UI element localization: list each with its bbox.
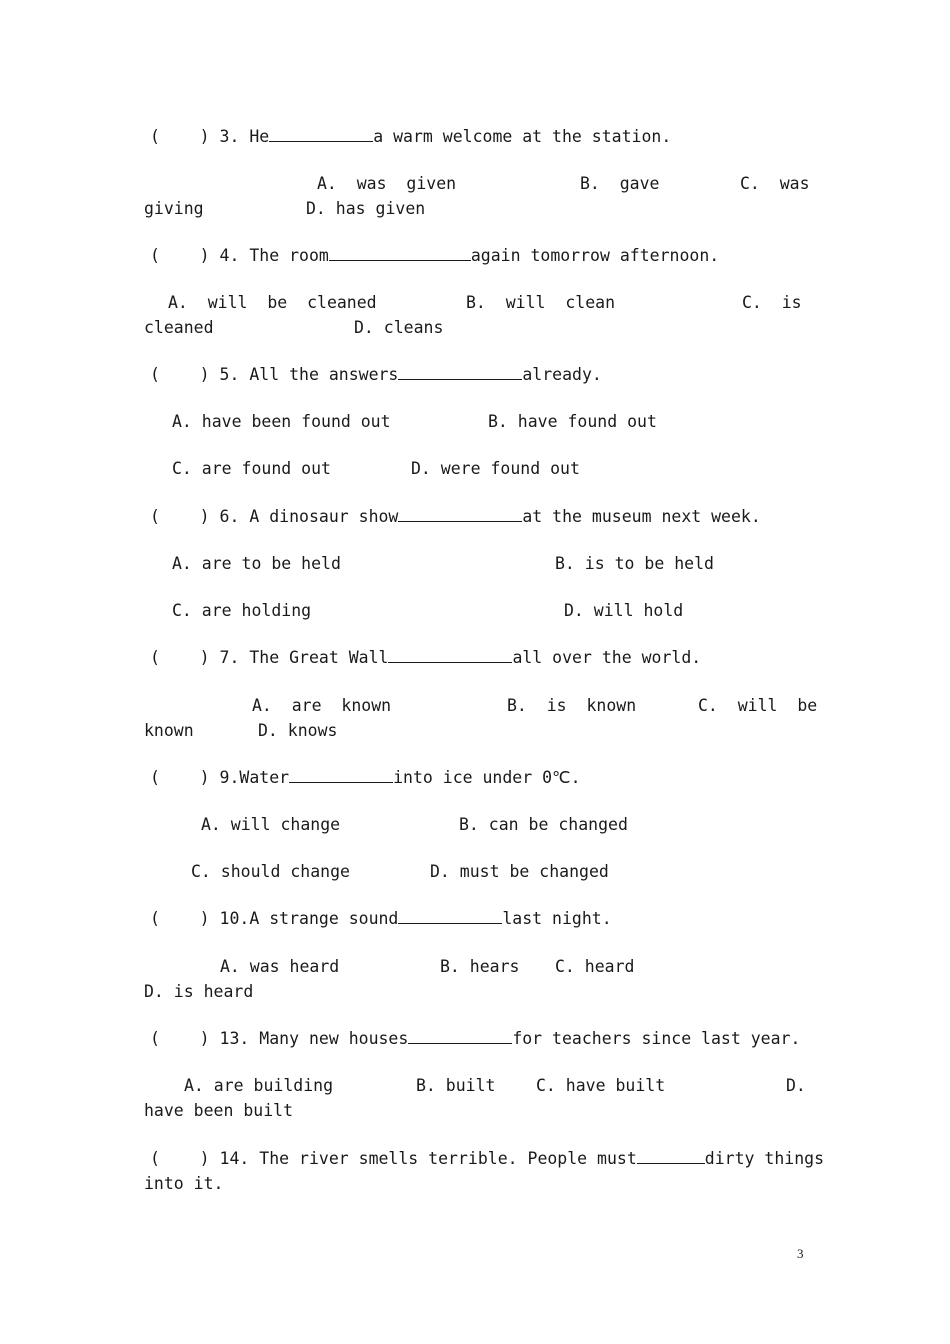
- answer-paren: ( ): [150, 365, 210, 384]
- option-c-continued: known: [144, 721, 194, 740]
- answer-paren: ( ): [150, 909, 210, 928]
- question-text-after: dirty things: [704, 1149, 825, 1168]
- question-number: 14.: [219, 1149, 250, 1168]
- question-text-before: Many new houses: [259, 1029, 409, 1048]
- option-a: A. was given: [317, 174, 457, 193]
- question-6: [150, 506, 761, 528]
- option-b: B. have found out: [488, 412, 657, 431]
- question-number: 7.: [219, 648, 240, 667]
- answer-blank[interactable]: [398, 908, 502, 924]
- option-c: C. is: [742, 293, 802, 312]
- answer-blank[interactable]: [408, 1028, 512, 1044]
- question-3: [150, 126, 671, 148]
- option-b: B. can be changed: [459, 815, 628, 834]
- option-a: A. are known: [252, 696, 392, 715]
- question-number: 10.: [219, 909, 250, 928]
- question-text-before: The room: [249, 246, 329, 265]
- option-a: A. will change: [201, 815, 341, 834]
- option-d: D. were found out: [411, 459, 580, 478]
- option-b: B. will clean: [466, 293, 616, 312]
- answer-blank[interactable]: [329, 245, 471, 261]
- question-text-before: Water: [239, 768, 290, 787]
- question-9: [150, 767, 581, 789]
- question-text-after: for teachers since last year.: [512, 1029, 801, 1048]
- question-text-after: last night.: [502, 909, 612, 928]
- question-number: 3.: [219, 127, 240, 146]
- answer-blank[interactable]: [398, 364, 522, 380]
- option-a: A. are building: [184, 1076, 334, 1095]
- option-d-continued: have been built: [144, 1101, 294, 1120]
- option-c: C. was: [740, 174, 810, 193]
- question-13: [150, 1028, 800, 1050]
- option-d: D. will hold: [564, 601, 684, 620]
- answer-paren: ( ): [150, 648, 210, 667]
- answer-blank[interactable]: [289, 767, 393, 783]
- option-b: B. is to be held: [555, 554, 714, 573]
- answer-paren: ( ): [150, 507, 210, 526]
- option-d: D.: [786, 1076, 806, 1095]
- answer-paren: ( ): [150, 768, 210, 787]
- option-b: B. built: [416, 1076, 496, 1095]
- question-number: 5.: [219, 365, 240, 384]
- answer-blank[interactable]: [398, 506, 522, 522]
- question-text-continued: into it.: [144, 1174, 224, 1193]
- option-b: B. hears: [440, 957, 520, 976]
- question-text-before: The Great Wall: [249, 648, 389, 667]
- question-number: 9.: [219, 768, 240, 787]
- question-10: [150, 908, 612, 930]
- option-d: D. must be changed: [430, 862, 609, 881]
- question-14: [150, 1148, 824, 1170]
- option-d: D. is heard: [144, 982, 254, 1001]
- question-text-after: already.: [522, 365, 602, 384]
- option-d: D. knows: [258, 721, 338, 740]
- option-c: C. are found out: [172, 459, 331, 478]
- answer-blank[interactable]: [637, 1148, 705, 1164]
- question-text-after: into ice under 0℃.: [393, 768, 581, 787]
- option-a: A. are to be held: [172, 554, 341, 573]
- option-c-continued: cleaned: [144, 318, 214, 337]
- answer-blank[interactable]: [388, 647, 512, 663]
- answer-paren: ( ): [150, 1149, 210, 1168]
- question-text-before: All the answers: [249, 365, 399, 384]
- question-text-before: A strange sound: [249, 909, 399, 928]
- page-number: 3: [797, 1246, 804, 1261]
- option-c-continued: giving: [144, 199, 204, 218]
- answer-paren: ( ): [150, 246, 210, 265]
- question-number: 4.: [219, 246, 240, 265]
- question-number: 13.: [219, 1029, 250, 1048]
- question-text-before: The river smells terrible. People must: [259, 1149, 637, 1168]
- question-text-after: all over the world.: [512, 648, 702, 667]
- option-a: A. have been found out: [172, 412, 391, 431]
- question-number: 6.: [219, 507, 240, 526]
- question-7: [150, 647, 701, 669]
- question-text-after: again tomorrow afternoon.: [470, 246, 720, 265]
- option-c: C. should change: [191, 862, 350, 881]
- answer-paren: ( ): [150, 127, 210, 146]
- option-b: B. gave: [580, 174, 660, 193]
- option-a: A. was heard: [220, 957, 340, 976]
- option-b: B. is known: [507, 696, 637, 715]
- question-text-after: a warm welcome at the station.: [373, 127, 672, 146]
- question-text-before: A dinosaur show: [249, 507, 399, 526]
- answer-paren: ( ): [150, 1029, 210, 1048]
- option-a: A. will be cleaned: [168, 293, 377, 312]
- option-c: C. are holding: [172, 601, 312, 620]
- question-4: [150, 245, 719, 267]
- option-c: C. heard: [555, 957, 635, 976]
- option-d: D. has given: [306, 199, 426, 218]
- option-d: D. cleans: [354, 318, 444, 337]
- question-text-before: He: [249, 127, 270, 146]
- question-text-after: at the museum next week.: [522, 507, 761, 526]
- option-c: C. will be: [698, 696, 818, 715]
- question-5: [150, 364, 602, 386]
- answer-blank[interactable]: [269, 126, 373, 142]
- option-c: C. have built: [536, 1076, 666, 1095]
